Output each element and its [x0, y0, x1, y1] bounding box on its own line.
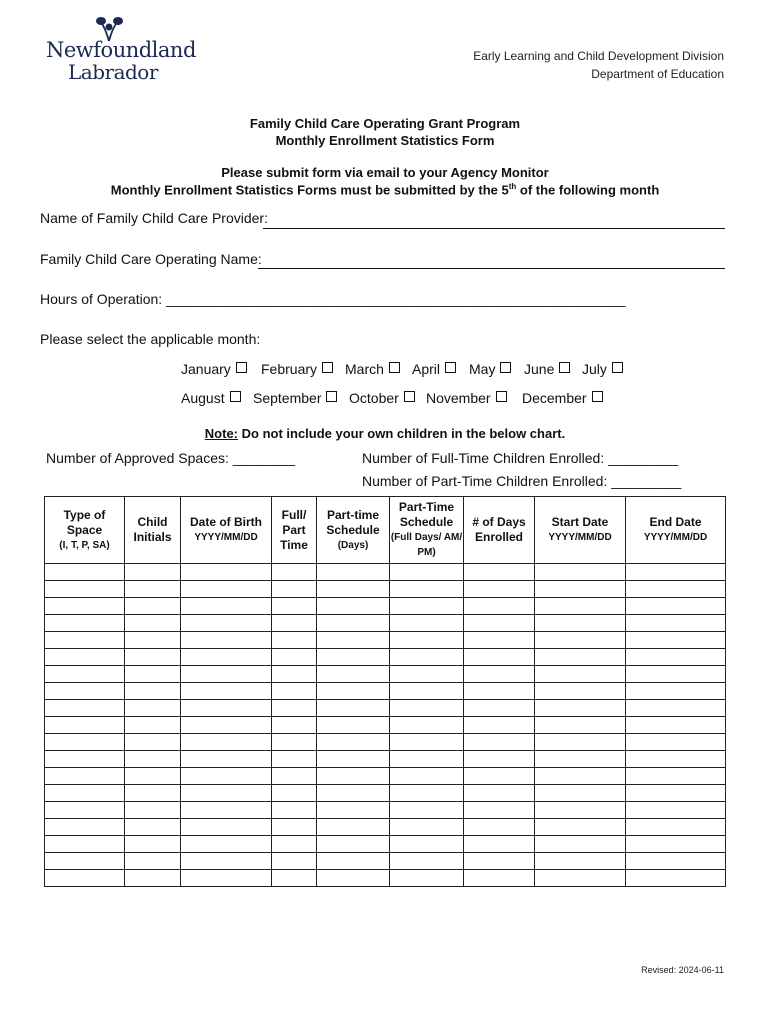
table-cell[interactable] — [626, 870, 726, 887]
month-label: October — [349, 390, 399, 406]
month-checkbox[interactable] — [559, 362, 570, 373]
table-cell[interactable] — [317, 870, 390, 887]
table-cell[interactable] — [535, 768, 626, 785]
table-cell[interactable] — [535, 717, 626, 734]
enrollment-table — [44, 496, 726, 887]
column-header — [464, 497, 535, 564]
table-row — [45, 751, 726, 768]
column-header-sub: YYYY/MM/DD — [643, 532, 708, 543]
nl-logo — [44, 16, 196, 86]
table-row — [45, 802, 726, 819]
table-cell[interactable] — [464, 632, 535, 649]
table-row — [45, 683, 726, 700]
table-cell[interactable] — [464, 581, 535, 598]
table-cell[interactable] — [272, 683, 317, 700]
table-cell[interactable] — [45, 802, 125, 819]
column-header — [45, 497, 125, 564]
table-cell[interactable] — [390, 802, 464, 819]
table-cell[interactable] — [464, 666, 535, 683]
table-row — [45, 819, 726, 836]
table-cell[interactable] — [390, 819, 464, 836]
table-cell[interactable] — [464, 717, 535, 734]
table-cell[interactable] — [181, 598, 272, 615]
table-cell[interactable] — [464, 598, 535, 615]
month-checkbox[interactable] — [500, 362, 511, 373]
table-cell[interactable] — [535, 581, 626, 598]
month-label: November — [426, 390, 491, 406]
column-header — [125, 497, 181, 564]
table-cell[interactable] — [45, 564, 125, 581]
table-cell[interactable] — [45, 870, 125, 887]
column-header-sub: (I, T, P, SA) — [59, 539, 110, 551]
column-header-sub: (Days) — [337, 539, 369, 551]
table-cell[interactable] — [125, 666, 181, 683]
month-label: February — [261, 361, 318, 377]
table-cell[interactable] — [626, 683, 726, 700]
table-cell[interactable] — [464, 649, 535, 666]
month-april[interactable] — [412, 361, 456, 377]
month-july[interactable] — [582, 361, 623, 377]
month-label: April — [412, 361, 441, 377]
table-cell[interactable] — [45, 683, 125, 700]
table-cell[interactable] — [45, 649, 125, 666]
table-cell[interactable] — [272, 598, 317, 615]
table-cell[interactable] — [390, 785, 464, 802]
deadline-superscript: th — [508, 182, 517, 191]
table-cell[interactable] — [317, 700, 390, 717]
note-label: Note: — [204, 426, 239, 441]
table-cell[interactable] — [45, 819, 125, 836]
column-header-main: End Date — [649, 515, 702, 529]
table-cell[interactable] — [125, 649, 181, 666]
table-cell[interactable] — [125, 598, 181, 615]
hours-label: Hours of Operation: — [40, 291, 167, 307]
table-cell[interactable] — [535, 683, 626, 700]
table-cell[interactable] — [125, 734, 181, 751]
table-cell[interactable] — [626, 734, 726, 751]
column-header — [181, 497, 272, 564]
table-cell[interactable] — [125, 700, 181, 717]
month-september[interactable] — [253, 390, 337, 406]
table-cell[interactable] — [390, 853, 464, 870]
column-header — [535, 497, 626, 564]
column-header-main: Part-time Schedule — [326, 507, 380, 537]
table-cell[interactable] — [272, 734, 317, 751]
month-label: May — [469, 361, 496, 377]
table-cell[interactable] — [626, 768, 726, 785]
table-cell[interactable] — [626, 598, 726, 615]
table-cell[interactable] — [390, 615, 464, 632]
table-cell[interactable] — [464, 734, 535, 751]
table-row — [45, 853, 726, 870]
table-cell[interactable] — [125, 751, 181, 768]
month-october[interactable] — [349, 390, 415, 406]
column-header — [626, 497, 726, 564]
table-cell[interactable] — [125, 853, 181, 870]
month-label: June — [524, 361, 555, 377]
table-cell[interactable] — [45, 853, 125, 870]
table-cell[interactable] — [535, 700, 626, 717]
table-cell[interactable] — [390, 666, 464, 683]
table-cell[interactable] — [125, 819, 181, 836]
submit-instruction: Please submit form via email to your Agency Monitor — [221, 165, 549, 180]
table-cell[interactable] — [535, 802, 626, 819]
month-prompt: Please select the applicable month: — [40, 331, 261, 347]
table-row — [45, 564, 726, 581]
month-checkbox[interactable] — [389, 362, 400, 373]
month-january[interactable] — [181, 361, 247, 377]
table-cell[interactable] — [272, 751, 317, 768]
table-cell[interactable] — [464, 870, 535, 887]
table-cell[interactable] — [464, 751, 535, 768]
month-checkbox[interactable] — [326, 391, 337, 402]
form-subtitle: Monthly Enrollment Statistics Form — [275, 133, 495, 148]
table-cell[interactable] — [181, 632, 272, 649]
table-cell[interactable] — [181, 717, 272, 734]
logo-text-labrador: Labrador — [68, 60, 158, 84]
month-march[interactable] — [345, 361, 400, 377]
table-row — [45, 615, 726, 632]
month-label: August — [181, 390, 225, 406]
table-row — [45, 836, 726, 853]
table-cell[interactable] — [181, 564, 272, 581]
table-cell[interactable] — [464, 683, 535, 700]
column-header-main: Child Initials — [133, 515, 172, 544]
table-cell[interactable] — [464, 785, 535, 802]
note-text: Do not include your own children in the below chart. — [238, 426, 566, 441]
table-cell[interactable] — [626, 785, 726, 802]
table-cell[interactable] — [317, 785, 390, 802]
table-cell[interactable] — [272, 581, 317, 598]
table-row — [45, 666, 726, 683]
table-cell[interactable] — [181, 870, 272, 887]
table-cell[interactable] — [272, 632, 317, 649]
table-cell[interactable] — [125, 870, 181, 887]
table-cell[interactable] — [535, 819, 626, 836]
table-cell[interactable] — [181, 785, 272, 802]
table-cell[interactable] — [272, 819, 317, 836]
table-cell[interactable] — [390, 581, 464, 598]
table-row — [45, 870, 726, 887]
table-cell[interactable] — [272, 564, 317, 581]
table-cell[interactable] — [535, 785, 626, 802]
table-cell[interactable] — [626, 666, 726, 683]
table-cell[interactable] — [45, 751, 125, 768]
table-header-row — [45, 497, 726, 564]
month-label: July — [582, 361, 607, 377]
table-cell[interactable] — [626, 564, 726, 581]
column-header-main: Part-Time Schedule — [398, 500, 455, 529]
table-cell[interactable] — [317, 853, 390, 870]
table-cell[interactable] — [626, 615, 726, 632]
table-cell[interactable] — [317, 581, 390, 598]
table-cell[interactable] — [626, 700, 726, 717]
table-cell[interactable] — [317, 751, 390, 768]
table-cell[interactable] — [390, 836, 464, 853]
department-block — [473, 47, 724, 83]
month-label: March — [345, 361, 384, 377]
table-cell[interactable] — [626, 819, 726, 836]
table-cell[interactable] — [626, 581, 726, 598]
revised-date: Revised: 2024-06-11 — [641, 965, 724, 975]
table-cell[interactable] — [181, 581, 272, 598]
table-cell[interactable] — [272, 700, 317, 717]
table-cell[interactable] — [45, 615, 125, 632]
table-cell[interactable] — [317, 836, 390, 853]
column-header-sub: (Full Days/ AM/ PM) — [390, 532, 463, 558]
table-cell[interactable] — [390, 768, 464, 785]
table-cell[interactable] — [390, 717, 464, 734]
table-cell[interactable] — [45, 768, 125, 785]
table-cell[interactable] — [45, 666, 125, 683]
column-header-main: Type of Space — [63, 507, 106, 537]
column-header-main: Start Date — [551, 515, 609, 529]
table-cell[interactable] — [317, 615, 390, 632]
table-row — [45, 581, 726, 598]
table-cell[interactable] — [45, 581, 125, 598]
column-header — [317, 497, 390, 564]
table-cell[interactable] — [390, 598, 464, 615]
table-cell[interactable] — [181, 666, 272, 683]
table-cell[interactable] — [317, 666, 390, 683]
month-checkbox[interactable] — [496, 391, 507, 402]
table-cell[interactable] — [272, 785, 317, 802]
table-cell[interactable] — [317, 819, 390, 836]
table-cell[interactable] — [272, 870, 317, 887]
table-cell[interactable] — [535, 734, 626, 751]
table-cell[interactable] — [45, 717, 125, 734]
month-label: January — [181, 361, 231, 377]
table-cell[interactable] — [535, 836, 626, 853]
table-cell[interactable] — [317, 717, 390, 734]
table-cell[interactable] — [390, 564, 464, 581]
table-cell[interactable] — [45, 836, 125, 853]
month-february[interactable] — [261, 361, 333, 377]
table-cell[interactable] — [317, 649, 390, 666]
table-cell[interactable] — [464, 700, 535, 717]
month-checkbox[interactable] — [592, 391, 603, 402]
table-cell[interactable] — [272, 836, 317, 853]
table-cell[interactable] — [45, 700, 125, 717]
month-november[interactable] — [426, 390, 507, 406]
deadline-instruction — [0, 182, 770, 197]
table-cell[interactable] — [535, 870, 626, 887]
table-cell[interactable] — [317, 802, 390, 819]
table-body — [45, 564, 726, 887]
table-cell[interactable] — [317, 598, 390, 615]
table-cell[interactable] — [125, 581, 181, 598]
deadline-text-pre: Monthly Enrollment Statistics Forms must be submitted by the 5 — [110, 182, 509, 198]
table-cell[interactable] — [390, 751, 464, 768]
table-cell[interactable] — [125, 802, 181, 819]
table-cell[interactable] — [181, 836, 272, 853]
table-cell[interactable] — [181, 853, 272, 870]
table-cell[interactable] — [272, 649, 317, 666]
table-cell[interactable] — [181, 615, 272, 632]
table-cell[interactable] — [272, 717, 317, 734]
column-header-sub: YYYY/MM/DD — [548, 532, 612, 543]
deadline-text-post: of the following month — [516, 182, 660, 198]
month-checkbox[interactable] — [230, 391, 241, 402]
month-label: September — [253, 390, 322, 406]
table-cell[interactable] — [272, 768, 317, 785]
table-cell[interactable] — [464, 819, 535, 836]
column-header-main: Full/ Part Time — [280, 507, 308, 552]
table-row — [45, 785, 726, 802]
logo-text-newfoundland: Newfoundland — [46, 38, 196, 62]
table-cell[interactable] — [626, 751, 726, 768]
table-cell[interactable] — [272, 853, 317, 870]
table-cell[interactable] — [317, 564, 390, 581]
table-cell[interactable] — [390, 649, 464, 666]
table-cell[interactable] — [626, 632, 726, 649]
full-time-enrolled[interactable]: Number of Full-Time Children Enrolled: _________ — [362, 450, 679, 466]
table-cell[interactable] — [45, 598, 125, 615]
month-checkbox[interactable] — [612, 362, 623, 373]
table-cell[interactable] — [464, 853, 535, 870]
table-cell[interactable] — [181, 768, 272, 785]
operating-name-field[interactable] — [258, 268, 725, 269]
table-cell[interactable] — [125, 632, 181, 649]
table-cell[interactable] — [125, 768, 181, 785]
table-cell[interactable] — [535, 666, 626, 683]
table-cell[interactable] — [535, 632, 626, 649]
month-june[interactable] — [524, 361, 570, 377]
table-cell[interactable] — [535, 564, 626, 581]
column-header — [390, 497, 464, 564]
column-header-main: # of Days Enrolled — [472, 515, 526, 544]
table-cell[interactable] — [626, 802, 726, 819]
table-cell[interactable] — [464, 615, 535, 632]
table-cell[interactable] — [272, 802, 317, 819]
table-cell[interactable] — [181, 683, 272, 700]
table-cell[interactable] — [535, 853, 626, 870]
table-cell[interactable] — [317, 734, 390, 751]
table-row — [45, 734, 726, 751]
division-name: Early Learning and Child Development Division — [473, 49, 724, 63]
table-cell[interactable] — [390, 700, 464, 717]
table-cell[interactable] — [272, 666, 317, 683]
table-cell[interactable] — [464, 802, 535, 819]
hours-field[interactable]: ___________________________________________________________ — [166, 291, 626, 307]
table-row — [45, 717, 726, 734]
note-line — [0, 426, 770, 441]
table-cell[interactable] — [125, 836, 181, 853]
provider-name-label: Name of Family Child Care Provider: — [40, 210, 268, 226]
table-cell[interactable] — [626, 717, 726, 734]
table-cell[interactable] — [181, 649, 272, 666]
table-cell[interactable] — [125, 717, 181, 734]
table-cell[interactable] — [626, 853, 726, 870]
part-time-enrolled[interactable]: Number of Part-Time Children Enrolled: _________ — [362, 473, 682, 489]
table-cell[interactable] — [464, 836, 535, 853]
operating-name-label: Family Child Care Operating Name: — [40, 251, 262, 267]
column-header-main: Date of Birth — [190, 515, 262, 529]
month-december[interactable] — [522, 390, 603, 406]
table-cell[interactable] — [45, 785, 125, 802]
table-row — [45, 632, 726, 649]
table-cell[interactable] — [535, 598, 626, 615]
table-row — [45, 768, 726, 785]
table-cell[interactable] — [626, 836, 726, 853]
table-cell[interactable] — [317, 632, 390, 649]
table-cell[interactable] — [125, 615, 181, 632]
table-cell[interactable] — [181, 802, 272, 819]
approved-spaces[interactable]: Number of Approved Spaces: ________ — [46, 450, 296, 466]
month-may[interactable] — [469, 361, 511, 377]
table-cell[interactable] — [125, 683, 181, 700]
month-checkbox[interactable] — [445, 362, 456, 373]
column-header — [272, 497, 317, 564]
table-cell[interactable] — [390, 734, 464, 751]
month-label: December — [522, 390, 587, 406]
table-cell[interactable] — [181, 734, 272, 751]
table-cell[interactable] — [317, 683, 390, 700]
table-cell[interactable] — [272, 615, 317, 632]
provider-name-field[interactable] — [263, 228, 725, 229]
table-cell[interactable] — [125, 564, 181, 581]
table-cell[interactable] — [45, 734, 125, 751]
column-header-sub: YYYY/MM/DD — [194, 532, 258, 543]
table-cell[interactable] — [464, 564, 535, 581]
table-cell[interactable] — [390, 870, 464, 887]
table-cell[interactable] — [626, 649, 726, 666]
table-cell[interactable] — [535, 751, 626, 768]
month-checkbox[interactable] — [404, 391, 415, 402]
table-row — [45, 649, 726, 666]
hours-of-operation — [40, 291, 625, 307]
table-cell[interactable] — [45, 632, 125, 649]
month-checkbox[interactable] — [236, 362, 247, 373]
form-title: Family Child Care Operating Grant Program — [249, 116, 521, 131]
table-cell[interactable] — [535, 649, 626, 666]
table-row — [45, 700, 726, 717]
table-cell[interactable] — [390, 632, 464, 649]
table-cell[interactable] — [535, 615, 626, 632]
department-name: Department of Education — [591, 67, 724, 81]
table-cell[interactable] — [464, 768, 535, 785]
month-august[interactable] — [181, 390, 241, 406]
table-cell[interactable] — [390, 683, 464, 700]
month-checkbox[interactable] — [322, 362, 333, 373]
table-cell[interactable] — [181, 819, 272, 836]
table-cell[interactable] — [317, 768, 390, 785]
table-cell[interactable] — [125, 785, 181, 802]
table-row — [45, 598, 726, 615]
table-cell[interactable] — [181, 751, 272, 768]
table-cell[interactable] — [181, 700, 272, 717]
